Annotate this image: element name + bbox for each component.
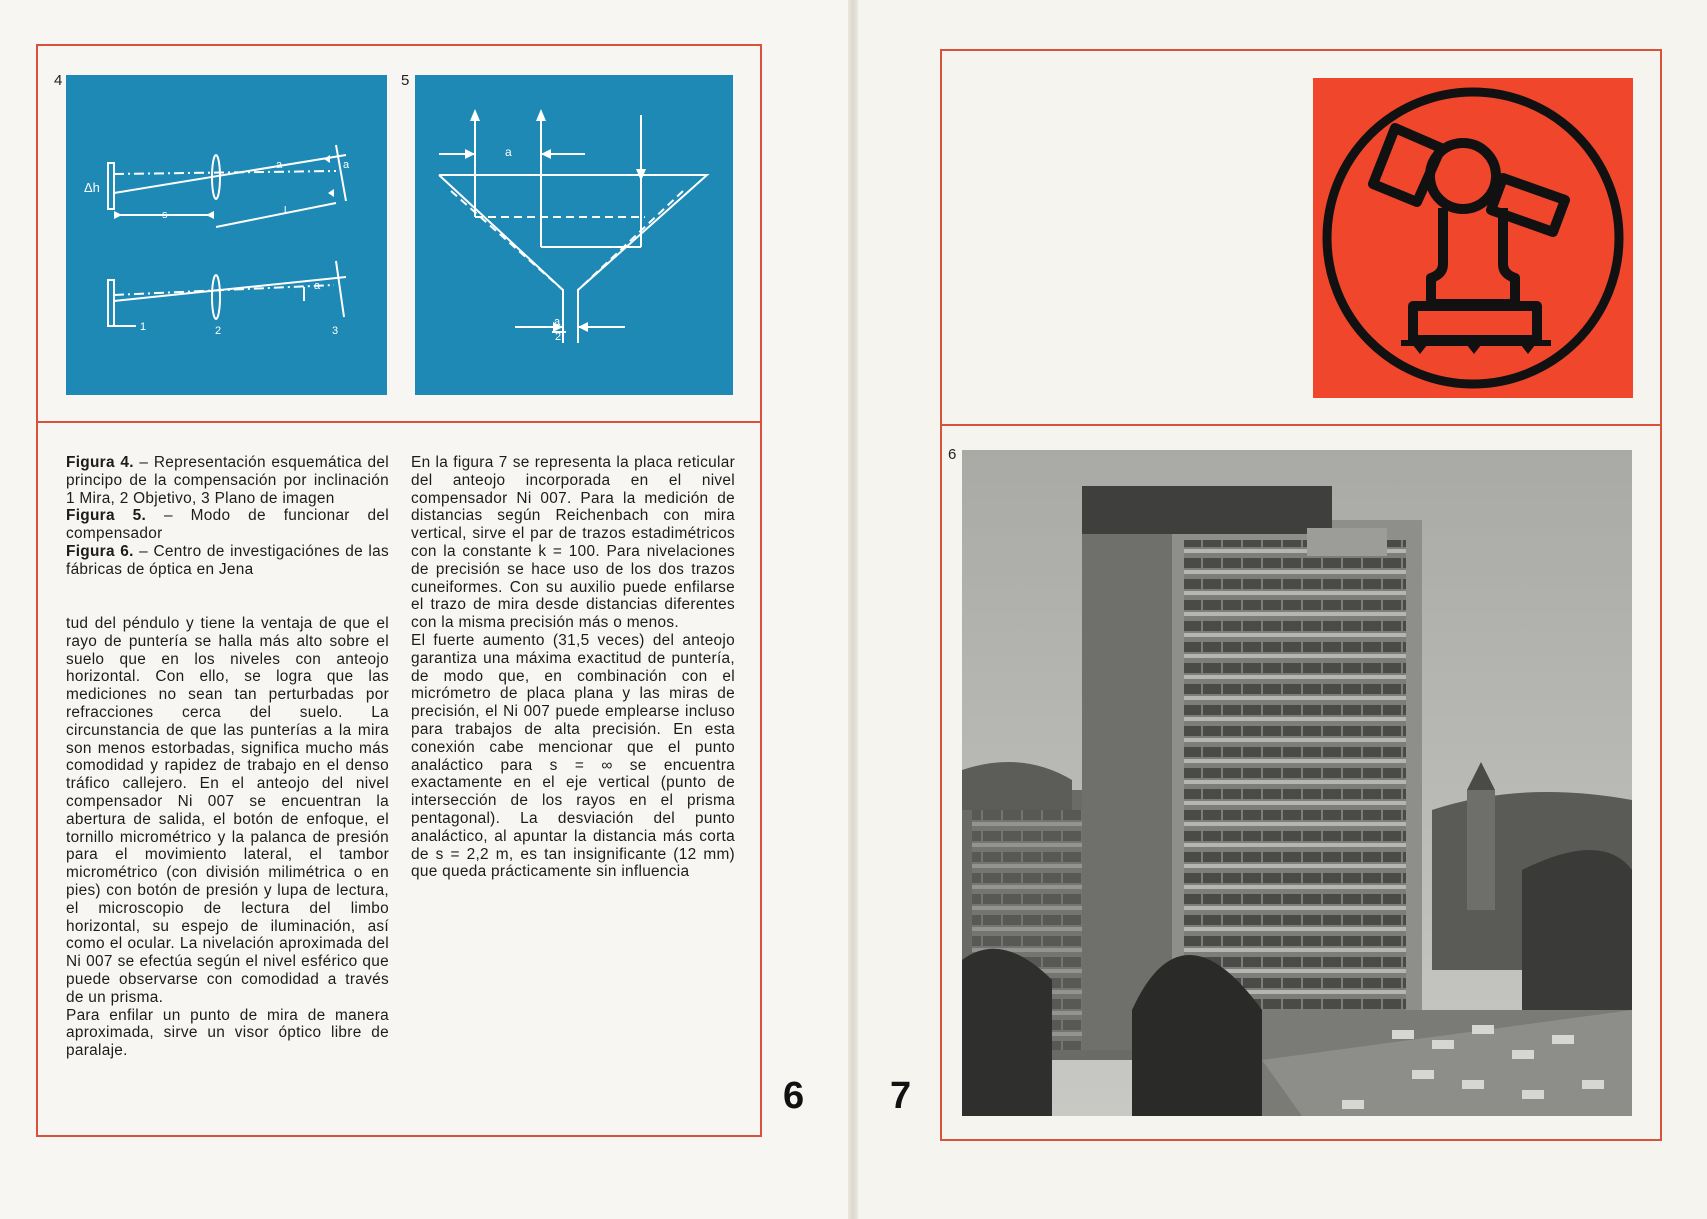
company-logo (1313, 78, 1633, 398)
building-photo-svg (962, 450, 1632, 1116)
prism-solid-right (439, 175, 707, 313)
fig5-label-2-fraction: 2 (555, 331, 562, 343)
fig4-label-a1: a (276, 159, 283, 171)
ray-bottom (114, 277, 346, 301)
fig4-label-2: 2 (215, 325, 222, 337)
fig4-label-s: s (162, 209, 168, 221)
dim-l (216, 203, 336, 227)
figure-4-svg (66, 75, 387, 395)
fig4-label-a2: a (343, 159, 350, 171)
page-number-right: 7 (890, 1075, 912, 1117)
staff-top (108, 163, 114, 209)
caption-fig6: Figura 6. – Centro de investigaciónes de las fábricas de óptica en Jena (66, 542, 389, 578)
left-figure-divider (36, 421, 762, 423)
staff-bottom (108, 280, 114, 326)
caption-fig5: Figura 5. – Modo de funcionar del compensador (66, 507, 389, 543)
book-gutter (848, 0, 858, 1219)
page-number-left: 6 (783, 1075, 805, 1117)
fig5-label-a-fraction: a (554, 316, 561, 328)
figure-captions (66, 454, 389, 579)
line-of-sight-top (114, 171, 336, 174)
lens-bottom (212, 275, 220, 319)
right-figure-divider (940, 424, 1662, 426)
body-column-2 (411, 454, 735, 881)
figure-5-diagram (415, 75, 733, 395)
col1-paragraph-2: Para enfilar un punto de mira de manera aproximada, sirve un visor óptico libre de paralaje. (66, 1006, 389, 1060)
image-plane-top (336, 145, 346, 201)
figure-5-label: 5 (401, 72, 410, 89)
figure-6-label: 6 (948, 446, 957, 463)
research-center-photo (962, 450, 1632, 1116)
fig4-label-3: 3 (332, 325, 339, 337)
fig4-label-delta-h: Δh (84, 180, 100, 195)
prism-solid-left (439, 175, 563, 313)
caption-fig4: Figura 4. – Representación esquemática del principo de la compensación por inclinación 1 Mira, 2 Objetivo, 3 Plano de imagen (66, 454, 389, 507)
figure-4-diagram (66, 75, 387, 395)
figure-5-svg (415, 75, 733, 395)
fig5-label-a: a (505, 145, 512, 159)
body-column-1 (66, 615, 389, 1060)
prism-dashed-right (578, 191, 683, 290)
col2-paragraph-2: El fuerte aumento (31,5 veces) del anteojo garantiza una máxima exactitud de puntería, de modo que, en combinación con el micrómetro de placa plana y las miras de precisión, el Ni 007 puede emplearse incluso para trabajos de alta precisión. En esta conexión cabe mencionar que el punto analáctico para s = ∞ se encuentra exactamente en el eje vertical (punto de intersección de los rayos en el prisma pentagonal). La desviación del punto analáctico, al apuntar la distancia más corta de s = 2,2 m, es tan insignificante (12 mm) que queda prácticamente sin influencia (411, 631, 735, 881)
col2-paragraph-1: En la figura 7 se representa la placa reticular del anteojo incorporada en el nivel compensador Ni 007. Para la medición de distancias según Reichenbach con mira vertical, sirve el par de trazos estadimétricos con la constante k = 100. Para nivelaciones de precisión se hace uso de los dos trazos cuneiformes. Con su auxilio puede enfilarse el trazo de mira desde distancias diferentes con la misma precisión más o menos. (411, 454, 735, 632)
fig4-label-1: 1 (140, 321, 147, 333)
fig4-label-a3: a (314, 280, 321, 292)
fig4-label-l: l (284, 205, 287, 217)
col1-paragraph-1: tud del péndulo y tiene la ventaja de que el rayo de puntería se halla más alto sobre el suelo que en los niveles con anteojo horizontal. Con ello, se logra que las mediciones no sean tan perturbadas por refracciones cerca del suelo. La circunstancia de que las punterías a la mira son menos estorbadas, significa mucho más comodidad y rapidez de trabajo en el denso tráfico callejero. En el anteojo del nivel compensador Ni 007 se encuentran la abertura de salida, el botón de enfoque, el tornillo micrométrico y la palanca de presión para el movimiento lateral, el tambor micrométrico (con división milimétrica o en pies) con botón de presión y lupa de lectura, el microscopio de lectura del limbo horizontal, su espejo de iluminación, así como el ocular. La nivelación aproximada del Ni 007 se efectúa según el nivel esférico que puede observarse con comodidad a través de un prisma. (66, 615, 389, 1006)
figure-4-label: 4 (54, 72, 63, 89)
image-plane-bottom (336, 261, 344, 317)
telescope-logo-icon (1313, 78, 1633, 398)
